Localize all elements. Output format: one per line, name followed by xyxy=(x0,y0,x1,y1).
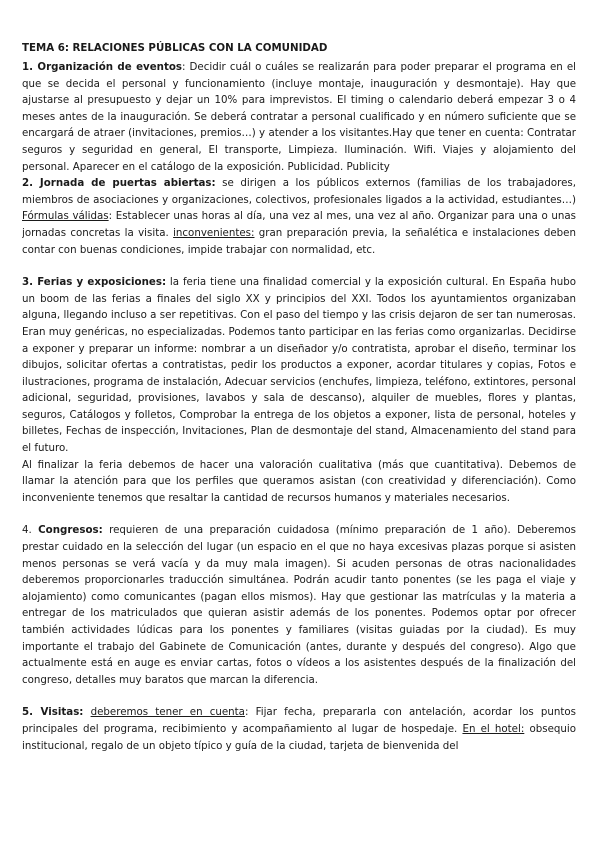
section-body: : Decidir cuál o cuáles se realizarán para poder preparar el programa en el que se decida el personal y funcionamiento (incluye montaje, inauguración y desmontaje). Hay que ajustarse al presupuesto y dejar un 10% para imprevistos. El timing o calendario deberá empezar 3 o 4 meses antes de la inauguración. Se deberá contratar a personal cualificado y en número suficiente que se encargará de atraer (invitaciones, premios…) y atender a los visitantes.Hay que tener en cuenta: Contratar seguros y seguridad en general, El transporte, Limpieza. Iluminación. Wifi. Viajes y alojamiento del personal. Aparecer en el catálogo de la exposición. Publicidad. Publicity xyxy=(22,61,576,173)
inconvenientes-label: inconvenientes: xyxy=(173,226,255,239)
section-heading: Congresos: xyxy=(38,524,103,537)
en-el-hotel-label: En el hotel: xyxy=(462,722,525,735)
paragraph-gap xyxy=(22,688,576,704)
section-body: gran preparación previa, la señalética e instalaciones deben contar con buenas condiciones, impide trabajar con normalidad, etc. xyxy=(22,226,576,256)
section-heading: 2. Jornada de puertas abiertas: xyxy=(22,177,216,190)
section-organizacion-eventos xyxy=(22,59,576,175)
section-body: la feria tiene una finalidad comercial y la exposición cultural. En España hubo un boom de las ferias a finales del siglo XX y principios del XXI. Todos los ayuntamientos organizaban alguna, llegando incluso a ser repetitivas. Con el paso del tiempo y las crisis dejaron de ser tan numerosas. Eran muy genéricas, no especializadas. Podemos tanto participar en las ferias como organizarlas. Decidirse a exponer y preparar un informe: nombrar a un diseñador y/o contratista, aprobar el diseño, terminar los dibujos, solicitar ofertas a contratistas, pedir los productos a exponer, acordar titulares y copias, Fotos e ilustraciones, programa de instalación, Adecuar servicios (enchufes, limpieza, teléfono, extintores, personal adicional, seguridad, provisiones, lavabos y sala de descanso), alquiler de muebles, flores y plantas, seguros, Catálogos y folletos, Comprobar la entrega de los objetos a exponer, lista de personal, hoteles y billetes, Fechas de inspección, Invitaciones, Plan de desmontaje del stand, Almacenamiento del stand para el futuro. xyxy=(22,276,576,455)
section-body: : Fijar fecha, prepararla con antelación, acordar los puntos principales del programa, recibimiento y acompañamiento al lugar de hospedaje. xyxy=(22,706,576,735)
section-visitas xyxy=(22,704,576,754)
tener-en-cuenta-label: deberemos tener en cuenta xyxy=(90,706,245,719)
section-heading: 3. Ferias y exposiciones: xyxy=(22,276,167,289)
section-ferias-valoracion: Al finalizar la feria debemos de hacer una valoración cualitativa (más que cuantitativa). Debemos de llamar la atención para que los perfiles que queramos asistan (con creatividad y diferenciación). Como inconveniente tenemos que resaltar la cantidad de recursos humanos y materiales necesarios. xyxy=(22,458,576,504)
section-body: se dirigen a los públicos externos (familias de los trabajadores, miembros de asociaciones y organizaciones, colectivos, profesionales ligados a la actividad, estudiantes…) xyxy=(22,177,576,206)
paragraph-gap xyxy=(22,506,576,522)
section-ferias-exposiciones xyxy=(22,274,576,457)
section-body: : Establecer unas horas al día, una vez al mes, una vez al año. Organizar para una o unas jornadas concretas la visita. xyxy=(22,210,576,239)
section-congresos xyxy=(22,522,576,688)
page-title: TEMA 6: RELACIONES PÚBLICAS CON LA COMUNIDAD xyxy=(22,42,328,54)
section-space xyxy=(83,706,90,718)
paragraph-gap xyxy=(22,258,576,274)
section-puertas-abiertas xyxy=(22,175,576,258)
section-body: obsequio institucional, regalo de un objeto típico y guía de la ciudad, tarjeta de bienvenida del xyxy=(22,722,576,752)
formulas-validas-label: Fórmulas válidas xyxy=(22,210,109,223)
section-body: requieren de una preparación cuidadosa (mínimo preparación de 1 año). Deberemos prestar cuidado en la selección del lugar (un espacio en el que no haya excesivas plazas porque si asisten menos personas se verá vacía y da muy mala imagen). Si acuden personas de otras nacionalidades deberemos proporcionarles traducción simultánea. Podrán acudir tanto ponentes (se les paga el viaje y alojamiento) como comunicantes (pagan ellos mismos). Hay que gestionar las matrículas y la materia a entregar de los matriculados que quieran asistir además de los ponentes. Podemos optar por ofrecer también actividades lúdicas para los ponentes y familiares (visitas guiadas por la ciudad). Es muy importante el trabajo del Gabinete de Comunicación (antes, durante y después del congreso). Algo que actualmente está en auge es enviar cartas, fotos o vídeos a los asistentes después de la finalización del congreso, detalles muy baratos que marcan la diferencia. xyxy=(22,524,576,686)
document-page xyxy=(22,40,576,848)
section-number: 4. xyxy=(22,524,39,537)
section-heading: 5. Visitas: xyxy=(22,706,84,719)
section-heading: 1. Organización de eventos xyxy=(22,61,182,73)
